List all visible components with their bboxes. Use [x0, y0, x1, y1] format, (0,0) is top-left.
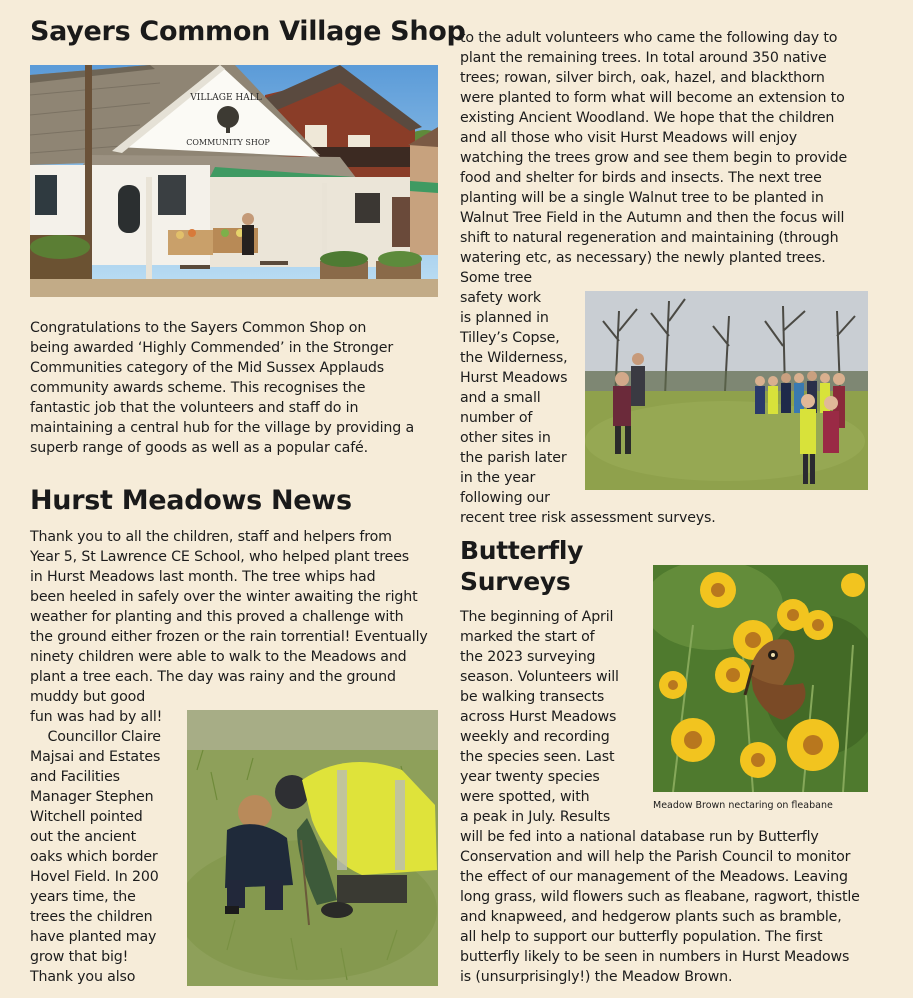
hurst-meadows-heading: Hurst Meadows News — [30, 485, 352, 516]
shop-heading: Sayers Common Village Shop — [30, 16, 466, 47]
text-line: number of — [460, 410, 533, 426]
text-line: Year 5, St Lawrence CE School, who helped plant trees — [30, 549, 410, 565]
text-line: Thank you also — [30, 969, 136, 985]
text-line: trees; rowan, silver birch, oak, hazel, and blackthorn — [460, 70, 825, 86]
text-line: were spotted, with — [460, 789, 590, 805]
text-line: existing Ancient Woodland. We hope that the children — [460, 110, 835, 126]
village-shop-photo — [30, 65, 438, 297]
text-line: the ground either frozen or the rain torrential! Eventually — [30, 629, 428, 645]
text-line: will be fed into a national database run by Butterfly — [460, 829, 819, 845]
text-line: Witchell pointed — [30, 809, 143, 825]
shop-paragraph — [30, 318, 414, 458]
text-line: out the ancient — [30, 829, 136, 845]
text-line: Tilley’s Copse, — [460, 330, 560, 346]
heading-line: Surveys — [460, 567, 571, 596]
text-line: other sites in — [460, 430, 551, 446]
text-line: muddy but good — [30, 689, 146, 705]
text-line: butterfly likely to be seen in numbers in Hurst Meadows — [460, 949, 850, 965]
text-line: planting will be a single Walnut tree to be planted in — [460, 190, 824, 206]
text-line: across Hurst Meadows — [460, 709, 617, 725]
text-line: watering etc, as necessary) the newly planted trees. — [460, 250, 826, 266]
text-line: ninety children were able to walk to the Meadows and — [30, 649, 407, 665]
text-line: Some tree — [460, 270, 532, 286]
text-line: a peak in July. Results — [460, 809, 611, 825]
sign-community-shop: COMMUNITY SHOP — [186, 138, 270, 147]
text-line: to the adult volunteers who came the following day to — [460, 30, 838, 46]
text-line: in Hurst Meadows last month. The tree whips had — [30, 569, 376, 585]
text-line: Manager Stephen — [30, 789, 154, 805]
text-line: season. Volunteers will — [460, 669, 619, 685]
text-line: have planted may — [30, 929, 157, 945]
text-line: be walking transects — [460, 689, 605, 705]
text-line: Congratulations to the Sayers Common Shop on — [30, 320, 367, 336]
text-line: weather for planting and this proved a challenge with — [30, 609, 404, 625]
text-line: The beginning of April — [460, 609, 614, 625]
text-line: Conservation and will help the Parish Council to monitor — [460, 849, 851, 865]
text-line: the 2023 surveying — [460, 649, 596, 665]
text-line: the species seen. Last — [460, 749, 615, 765]
text-line: plant the remaining trees. In total around 350 native — [460, 50, 827, 66]
butterfly-surveys-heading — [460, 535, 583, 597]
text-line: weekly and recording — [460, 729, 610, 745]
text-line: Hurst Meadows — [460, 370, 568, 386]
text-line: and all those who visit Hurst Meadows will enjoy — [460, 130, 797, 146]
text-line: all help to support our butterfly population. The first — [460, 929, 823, 945]
text-line: fantastic job that the volunteers and staff do in — [30, 400, 359, 416]
text-line: long grass, wild flowers such as fleabane, ragwort, thistle — [460, 889, 860, 905]
meadow-brown-photo — [653, 565, 868, 792]
text-line: trees the children — [30, 909, 153, 925]
text-line: Walnut Tree Field in the Autumn and then the focus will — [460, 210, 845, 226]
children-meadow-photo — [585, 291, 868, 490]
text-line: Communities category of the Mid Sussex Applauds — [30, 360, 385, 376]
text-line: Majsai and Estates — [30, 749, 161, 765]
text-line: the effect of our management of the Meadows. Leaving — [460, 869, 848, 885]
text-line: superb range of goods as well as a popular café. — [30, 440, 368, 456]
text-line: grow that big! — [30, 949, 129, 965]
text-line: maintaining a central hub for the village by providing a — [30, 420, 415, 436]
text-line: the parish later — [460, 450, 567, 466]
text-line: food and shelter for birds and insects. The next tree — [460, 170, 822, 186]
text-line: Hovel Field. In 200 — [30, 869, 159, 885]
tree-planting-photo — [187, 710, 438, 986]
sign-village-hall: VILLAGE HALL — [190, 93, 262, 103]
text-line: safety work — [460, 290, 541, 306]
text-line: oaks which border — [30, 849, 158, 865]
text-line: the Wilderness, — [460, 350, 568, 366]
text-line: is (unsurprisingly!) the Meadow Brown. — [460, 969, 733, 985]
text-line: years time, the — [30, 889, 136, 905]
butterfly-photo-caption: Meadow Brown nectaring on fleabane — [653, 800, 833, 811]
text-line: plant a tree each. The day was rainy and the ground — [30, 669, 396, 685]
text-line: fun was had by all! — [30, 709, 163, 725]
text-line: and Facilities — [30, 769, 120, 785]
text-line: being awarded ‘Highly Commended’ in the Stronger — [30, 340, 394, 356]
text-line: is planned in — [460, 310, 549, 326]
text-line: shift to natural regeneration and maintaining (through — [460, 230, 839, 246]
text-line: Councillor Claire — [30, 729, 161, 745]
text-line: recent tree risk assessment surveys. — [460, 510, 716, 526]
text-line: community awards scheme. This recognises the — [30, 380, 366, 396]
text-line: watching the trees grow and see them begin to provide — [460, 150, 848, 166]
text-line: marked the start of — [460, 629, 595, 645]
text-line: in the year — [460, 470, 536, 486]
text-line: and knapweed, and hedgerow plants such as bramble, — [460, 909, 842, 925]
text-line: were planted to form what will become an extension to — [460, 90, 845, 106]
text-line: year twenty species — [460, 769, 600, 785]
text-line: and a small — [460, 390, 541, 406]
text-line: following our — [460, 490, 550, 506]
text-line: been heeled in safely over the winter awaiting the right — [30, 589, 418, 605]
text-line: Thank you to all the children, staff and helpers from — [30, 529, 392, 545]
heading-line: Butterfly — [460, 536, 584, 565]
